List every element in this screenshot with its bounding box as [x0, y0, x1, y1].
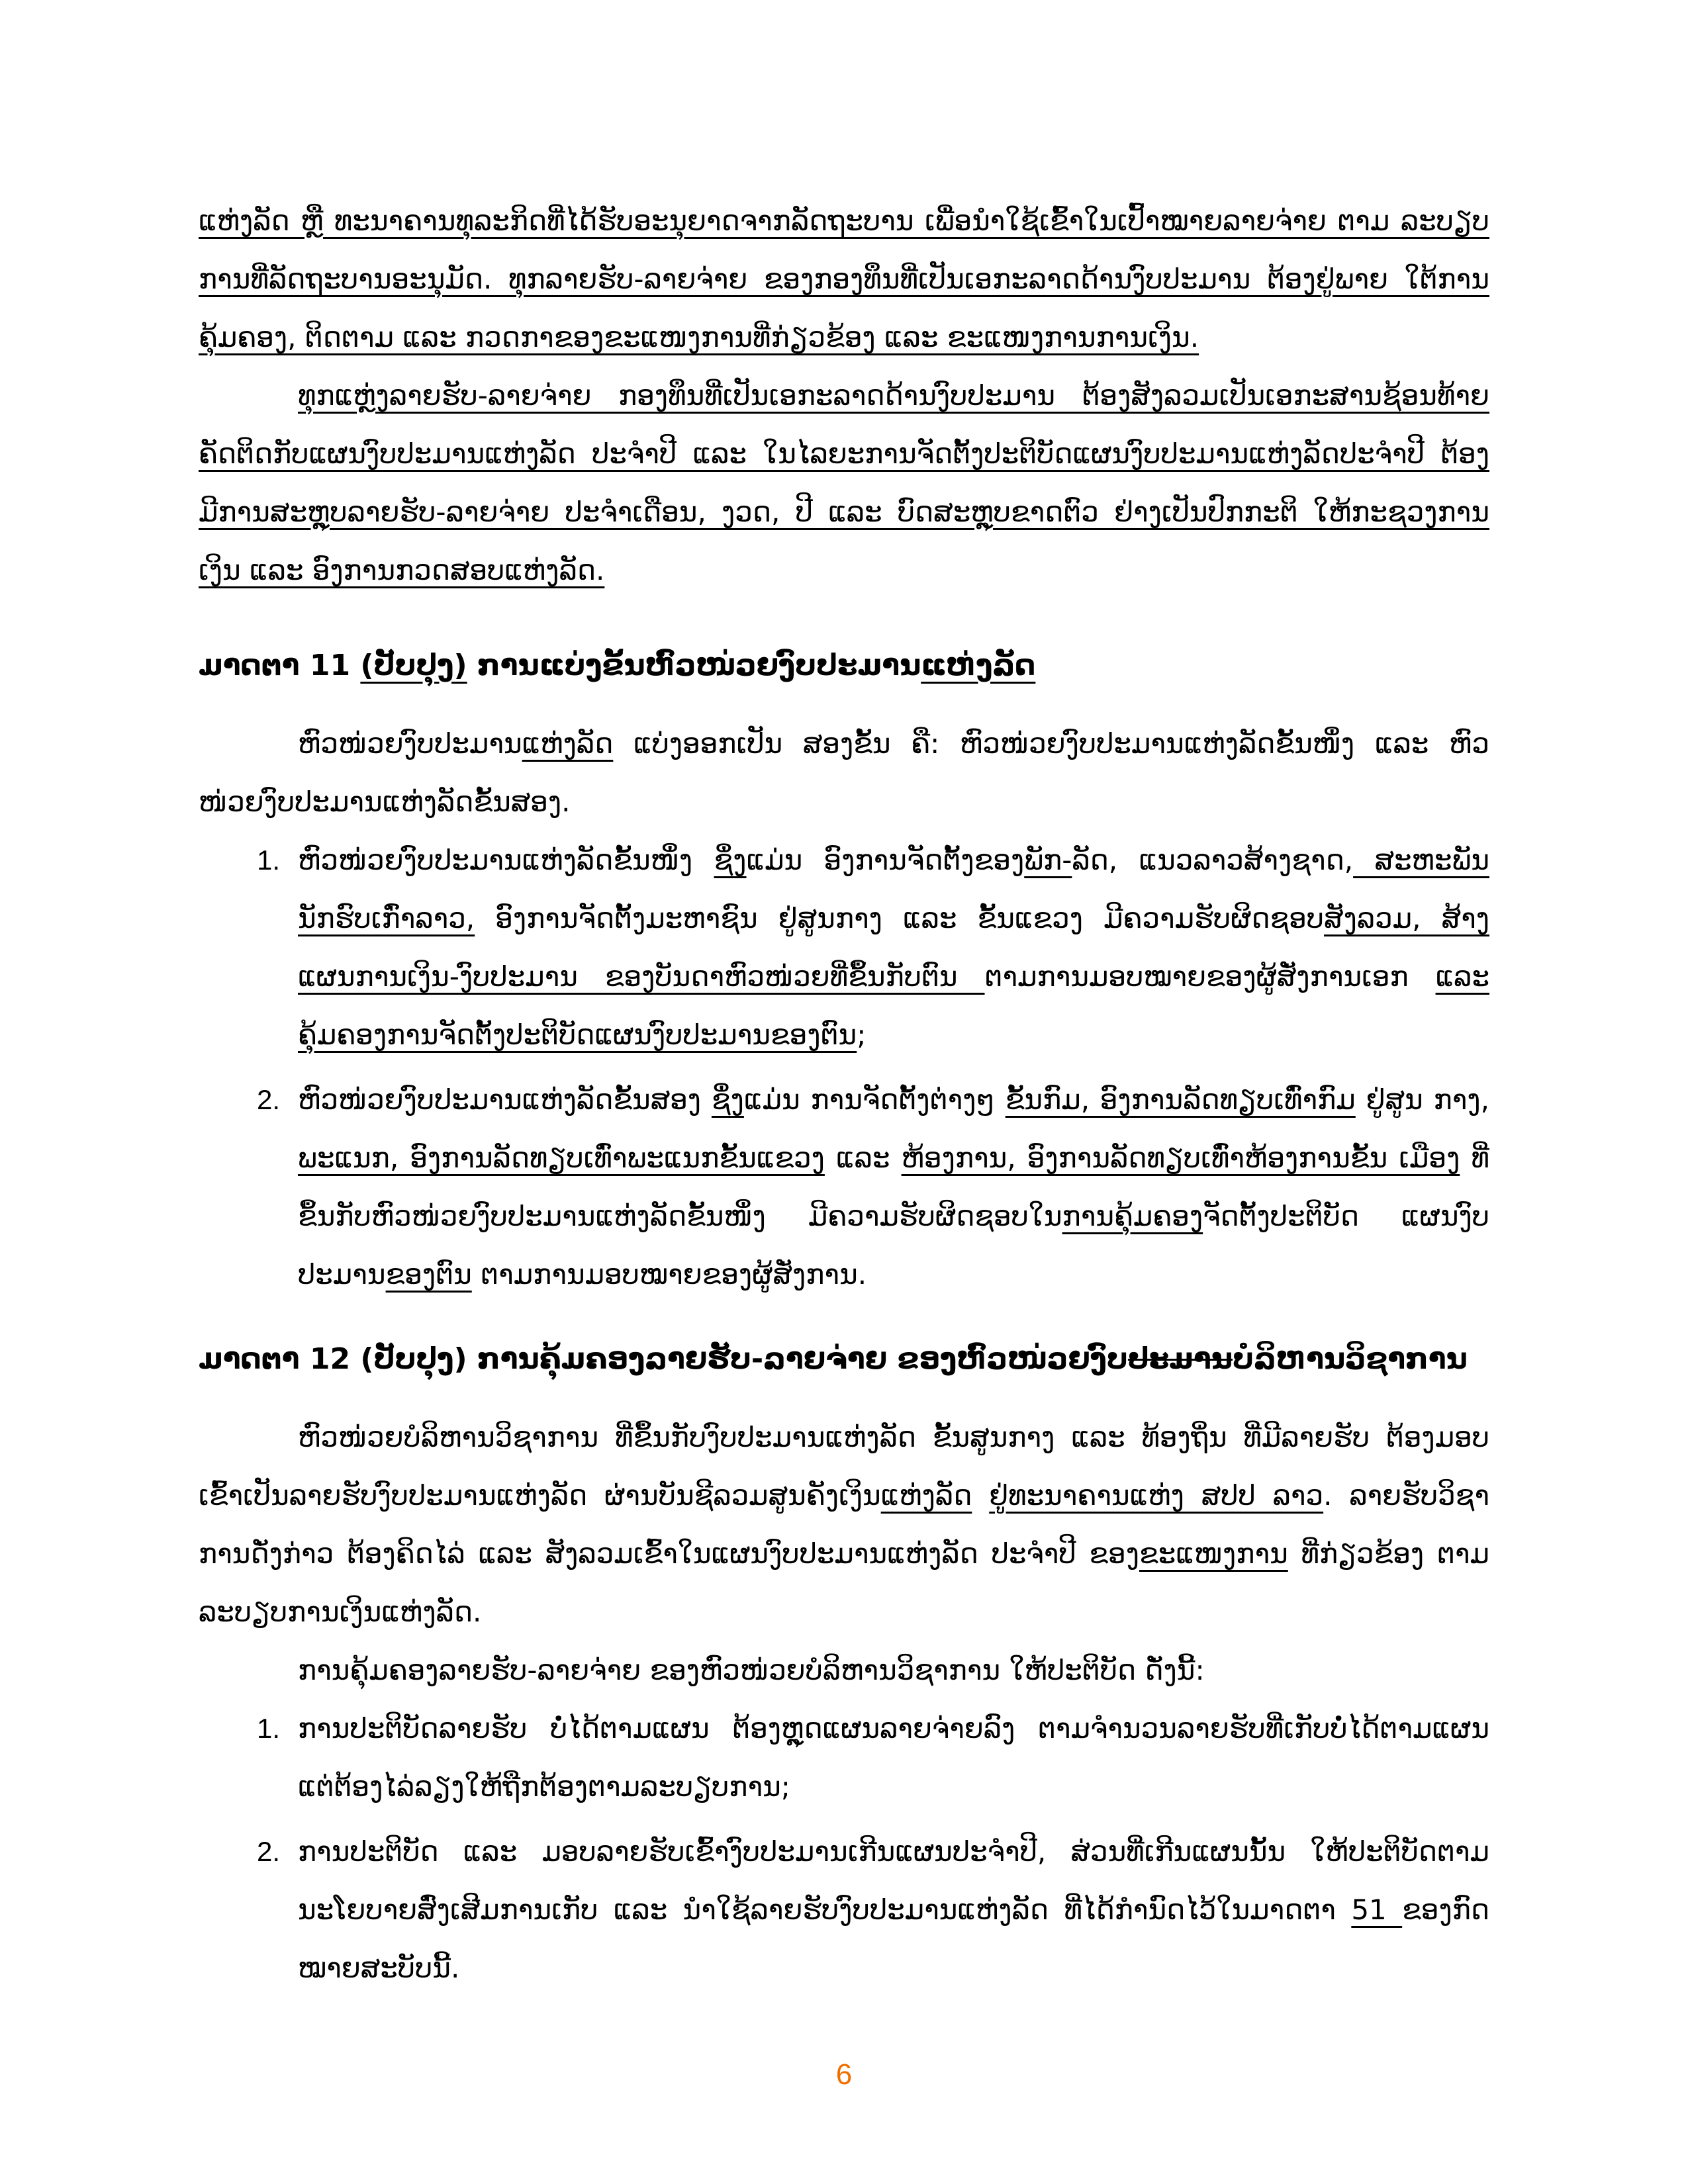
- underlined-text: ແຫ່ງລັດ: [880, 1479, 972, 1512]
- underlined-text: ແຫ່ງລັດ ຫຼື ທະນາຄານທຸລະກິດທີ່ໄດ້ຮັບອະນຸຍາດຈາກລັດຖະບານ ເພື່ອນຳໃຊ້ເຂົ້າໃນເປົ້າໝາຍລາຍຈ່າຍ ຕາມ ລະບຽບການທີ່ລັດຖະບານອະນຸມັດ. ທຸກລາຍຮັບ-ລາຍຈ່າຍ ຂອງກອງທຶນທີ່ເປັນເອກະລາດດ້ານງົບປະມານ ຕ້ອງຢູ່ພາຍ ໃຕ້ການຄຸ້ມຄອງ, ຕິດຕາມ ແລະ ກວດກາຂອງຂະແໜງການທີ່ກ່ຽວຂ້ອງ ແລະ ຂະແໜງການການເງິນ.: [199, 205, 1489, 353]
- list-number: 1.: [257, 844, 281, 876]
- text-run: ແມ່ນ ການຈັດຕັ້ງຕ່າງໆ: [743, 1083, 1006, 1116]
- underlined-text: (ປັບປຸງ): [360, 649, 467, 682]
- text-run: ;: [857, 1019, 867, 1051]
- underlined-text: ແຫ່ງລັດ: [522, 727, 614, 760]
- underlined-text: ທຸກແຫຼ່ງລາຍຮັບ-ລາຍຈ່າຍ ກອງທຶນທີ່ເປັນເອກະລາດດ້ານງົບປະມານ ຕ້ອງສັງລວມເປັນເອກະສານຊ້ອນທ້າຍ ຄັດຕິດກັບແຜນງົບປະມານແຫ່ງລັດ ປະຈຳປີ ແລະ ໃນໄລຍະການຈັດຕັ້ງປະຕິບັດແຜນງົບປະມານແຫ່ງລັດປະຈຳປີ ຕ້ອງ ມີການສະຫຼຸບລາຍຮັບ-ລາຍຈ່າຍ ປະຈຳເດືອນ, ງວດ, ປີ ແລະ ບົດສະຫຼຸບຂາດຕົວ ຢ່າງເປັນປົກກະຕິ ໃຫ້ກະຊວງການ ເງິນ ແລະ ອົງການກວດສອບແຫ່ງລັດ.: [199, 379, 1489, 586]
- list-item: [199, 1700, 1489, 1816]
- article-11-list: [199, 831, 1489, 1304]
- strikethrough-text: ປະມານ: [1127, 1342, 1233, 1376]
- underlined-text: ຂອງຕົນ: [385, 1258, 472, 1291]
- list-number: 2.: [257, 1836, 281, 1867]
- article-12-heading: [199, 1330, 1489, 1388]
- text-run: ລັດ, ແນວລາວສ້າງຊາດ,: [1072, 844, 1354, 876]
- text-run: ແບ່ງອອກເປັນ ສອງຂັ້ນ ຄື: ຫົວໜ່ວຍງົບປະມານແຫ່ງລັດຂັ້ນໜຶ່ງ ແລະ ຫົວ ໜ່ວຍງົບປະມານແຫ່ງລັດຂັ້ນສອງ.: [199, 727, 1489, 818]
- text-run: ບໍລິຫານວິຊາການ: [1232, 1342, 1468, 1376]
- list-number: 1.: [257, 1713, 281, 1744]
- underlined-text: ແຫ່ງລັດ: [921, 649, 1036, 682]
- list-item-text: [298, 1083, 1489, 1291]
- list-number: 2.: [257, 1084, 281, 1115]
- text-run: ຫົວໜ່ວຍງົບປະມານ: [298, 727, 522, 760]
- page-number: 6: [835, 2058, 853, 2091]
- intro-paragraph-2: [199, 367, 1489, 600]
- list-item-text: [298, 1835, 1489, 1984]
- text-run: ທີ່ກ່ຽວຂ້ອງ ຕາມ ລະບຽບການເງິນແຫ່ງລັດ.: [199, 1537, 1489, 1628]
- underlined-text: ຊຶ່ງ: [711, 1083, 744, 1116]
- list-item: [199, 831, 1489, 1064]
- text-run: ອົງການຈັດຕັ້ງມະຫາຊົນ ຢູ່ສູນກາງ ແລະ ຂັ້ນແຂວງ ມີຄວາມຮັບຜິດຊອບ: [475, 902, 1325, 934]
- underlined-text: ພະແນກ, ອົງການລັດທຽບເທົ່າພະແນກຂັ້ນແຂວງ: [298, 1142, 825, 1174]
- list-item-text: [298, 1712, 1489, 1803]
- text-run: ຫົວໜ່ວຍບໍລິຫານວິຊາການ ທີ່ຂຶ້ນກັບງົບປະມານແຫ່ງລັດ ຂັ້ນສູນກາງ ແລະ ທ້ອງຖິ່ນ ທີ່ມີລາຍຮັບ ຕ້ອງມອບ ເຂົ້າເປັນລາຍຮັບງົບປະມານແຫ່ງລັດ ຜ່ານບັນຊີລວມສູນຄັງເງິນ: [199, 1421, 1489, 1512]
- list-item-text: [298, 844, 1489, 1051]
- text-run: ຫົວໜ່ວຍງົບປະມານແຫ່ງລັດຂັ້ນໜຶ່ງ: [298, 844, 714, 876]
- text-run: ມາດຕາ 11: [199, 649, 361, 682]
- text-run: ແລະ: [824, 1142, 902, 1174]
- text-run: ຂອງກົດ ໝາຍສະບັບນີ້.: [298, 1893, 1489, 1984]
- underlined-text: ການຄຸ້ມຄອງ: [1062, 1200, 1203, 1232]
- text-run: ຈັດຕັ້ງປະຕິບັດ ແຜນງົບປະມານ: [298, 1200, 1490, 1291]
- underlined-text: ຂັ້ນກົມ, ອົງການລັດທຽບເທົ່າກົມ: [1005, 1083, 1356, 1116]
- text-run: ການປະຕິບັດ ແລະ ມອບລາຍຮັບເຂົ້າງົບປະມານເກີນແຜນປະຈຳປີ, ສ່ວນທີ່ເກີນແຜນນັ້ນ ໃຫ້ປະຕິບັດຕາມ ນະໂຍບາຍສົ່ງເສີມການເກັບ ແລະ ນຳໃຊ້ລາຍຮັບງົບປະມານແຫ່ງລັດ ທີ່ໄດ້ກຳນົດໄວ້ໃນມາດຕາ: [298, 1835, 1489, 1926]
- underlined-text: ຫ້ອງການ, ອົງການລັດທຽບເທົ່າຫ້ອງການຂັ້ນ ເມືອງ: [901, 1142, 1460, 1174]
- article-11-heading: [199, 637, 1489, 695]
- underlined-text: ຂະແໜງການ: [1139, 1537, 1288, 1570]
- text-run: ທີ່ຂຶ້ນກັບຫົວໜ່ວຍງົບປະມານແຫ່ງລັດຂັ້ນໜຶ່ງ ມີຄວາມຮັບຜິດຊອບໃນ: [298, 1142, 1489, 1232]
- text-run: . ລາຍຮັບວິຊາ ການດັ່ງກ່າວ ຕ້ອງຄິດໄລ່ ແລະ ສັງລວມເຂົ້າໃນແຜນງົບປະມານແຫ່ງລັດ ປະຈຳປີ ຂອງ: [199, 1479, 1489, 1570]
- underlined-text: ພັກ-: [1024, 844, 1072, 876]
- article-12-list: [199, 1700, 1489, 1997]
- document-page: [199, 192, 1489, 2004]
- text-run: ການແບ່ງຂັ້ນຫົວໜ່ວຍງົບປະມານ: [467, 649, 921, 682]
- underlined-text: ຢູ່ທະນາຄານແຫ່ງ ສປປ ລາວ: [989, 1479, 1324, 1512]
- text-run: ການປະຕິບັດລາຍຮັບ ບໍ່ໄດ້ຕາມແຜນ ຕ້ອງຫຼຸດແຜນລາຍຈ່າຍລົງ ຕາມຈຳນວນລາຍຮັບທີ່ເກັບບໍ່ໄດ້ຕາມແຜນ ແຕ່ຕ້ອງໄລ່ລຽງໃຫ້ຖືກຕ້ອງຕາມລະບຽບການ;: [298, 1712, 1489, 1803]
- underlined-text: ຊຶ່ງ: [714, 844, 747, 876]
- intro-paragraph-1: [199, 192, 1489, 367]
- text-run: ແມ່ນ ອົງການຈັດຕັ້ງຂອງ: [746, 844, 1025, 876]
- text-run: ຢູ່ສູນ ກາງ,: [1355, 1083, 1489, 1116]
- article-12-paragraph-2: ການຄຸ້ມຄອງລາຍຮັບ-ລາຍຈ່າຍ ຂອງຫົວໜ່ວຍບໍລິຫານວິຊາການ ໃຫ້ປະຕິບັດ ດັ່ງນີ້:: [298, 1654, 1205, 1686]
- article-12-paragraph-1: [199, 1408, 1489, 1641]
- text-run: ຕາມການມອບໝາຍຂອງຜູ້ສັ່ງການ.: [471, 1258, 867, 1291]
- text-run: [972, 1479, 989, 1512]
- underlined-text: ສັງລວມ, ສ້າງ ແຜນການເງິນ-ງົບປະມານ ຂອງບັນດາຫົວໜ່ວຍທີ່ຂຶ້ນກັບຕົນ: [298, 902, 1489, 993]
- underlined-text: ສະຫະພັນ ນັກຮົບເກົ່າລາວ,: [298, 844, 1489, 934]
- article-11-intro: [199, 715, 1489, 831]
- list-item: [199, 1071, 1489, 1304]
- underlined-text: ແລະ ຄຸ້ມຄອງການຈັດຕັ້ງປະຕິບັດແຜນງົບປະມານຂອງຕົນ: [298, 960, 1489, 1051]
- text-run: ຕາມການມອບໝາຍຂອງຜູ້ສັ່ງການເອກ: [984, 960, 1436, 993]
- list-item: [199, 1823, 1489, 1997]
- underlined-text: 51: [1351, 1893, 1403, 1926]
- text-run: ມາດຕາ 12 (ປັບປຸງ) ການຄຸ້ມຄອງລາຍຮັບ-ລາຍຈ່າຍ ຂອງຫົວໜ່ວຍງົບ: [199, 1342, 1128, 1376]
- text-run: ຫົວໜ່ວຍງົບປະມານແຫ່ງລັດຂັ້ນສອງ: [298, 1083, 712, 1116]
